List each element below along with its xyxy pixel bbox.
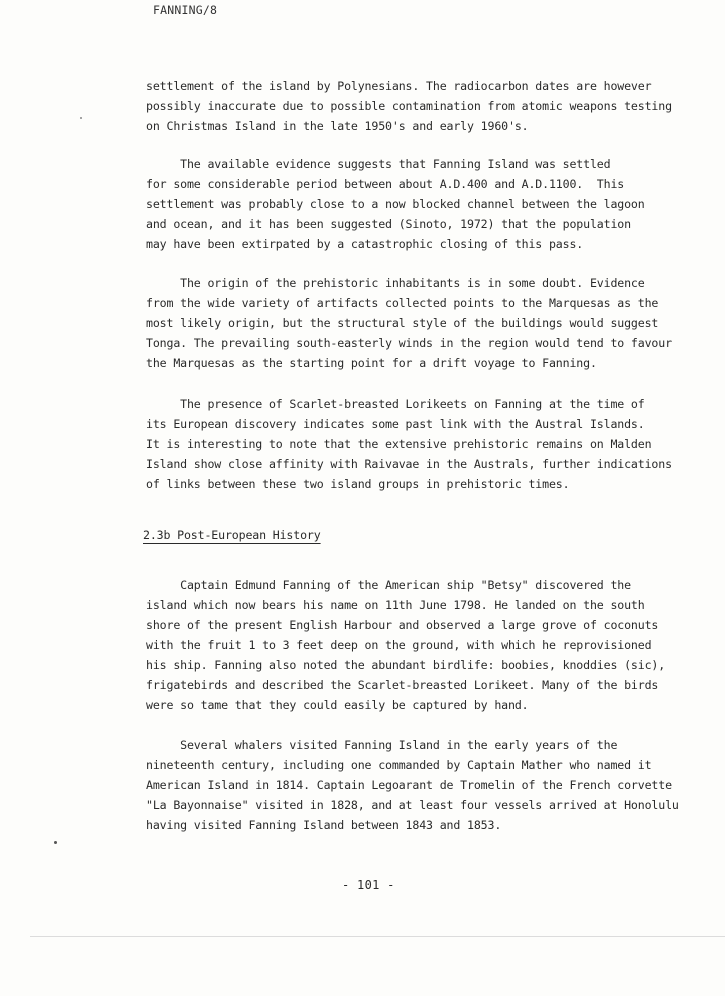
paragraph-5 xyxy=(146,575,676,715)
paragraph-line: frigatebirds and described the Scarlet-breasted Lorikeet. Many of the birds xyxy=(146,678,659,692)
scan-speck xyxy=(54,841,57,844)
paragraph-line: nineteenth century, including one commanded by Captain Mather who named it xyxy=(146,758,652,772)
paragraph-line: its European discovery indicates some past link with the Austral Islands. xyxy=(146,417,645,431)
paragraph-line: Island show close affinity with Raivavae in the Australs, further indications xyxy=(146,457,672,471)
paragraph-line: most likely origin, but the structural style of the buildings would suggest xyxy=(146,316,659,330)
paragraph-line: of links between these two island groups in prehistoric times. xyxy=(146,477,570,491)
paragraph-line: were so tame that they could easily be captured by hand. xyxy=(146,698,529,712)
paragraph-line: The origin of the prehistoric inhabitants is in some doubt. Evidence xyxy=(146,276,645,290)
paragraph-1 xyxy=(146,76,676,136)
paragraph-line: shore of the present English Harbour and observed a large grove of coconuts xyxy=(146,618,659,632)
paragraph-line: having visited Fanning Island between 1843 and 1853. xyxy=(146,818,502,832)
paragraph-line: settlement was probably close to a now blocked channel between the lagoon xyxy=(146,197,645,211)
paragraph-line: "La Bayonnaise" visited in 1828, and at least four vessels arrived at Honolulu xyxy=(146,798,679,812)
paragraph-4 xyxy=(146,394,676,494)
paragraph-line: with the fruit 1 to 3 feet deep on the ground, with which he reprovisioned xyxy=(146,638,652,652)
paragraph-line: possibly inaccurate due to possible contamination from atomic weapons testing xyxy=(146,99,672,113)
paragraph-line: settlement of the island by Polynesians. The radiocarbon dates are however xyxy=(146,79,652,93)
paragraph-3 xyxy=(146,273,676,373)
paragraph-line: for some considerable period between about A.D.400 and A.D.1100. This xyxy=(146,177,625,191)
paragraph-line: and ocean, and it has been suggested (Sinoto, 1972) that the population xyxy=(146,217,631,231)
paragraph-line: his ship. Fanning also noted the abundant birdlife: boobies, knoddies (sic), xyxy=(146,658,666,672)
paragraph-line: Several whalers visited Fanning Island in the early years of the xyxy=(146,738,618,752)
scan-speck xyxy=(80,117,82,119)
paragraph-line: the Marquesas as the starting point for a drift voyage to Fanning. xyxy=(146,356,597,370)
paragraph-line: on Christmas Island in the late 1950's and early 1960's. xyxy=(146,119,529,133)
paragraph-line: The presence of Scarlet-breasted Lorikeets on Fanning at the time of xyxy=(146,397,645,411)
paragraph-line: may have been extirpated by a catastrophic closing of this pass. xyxy=(146,237,584,251)
section-heading: 2.3b Post-European History xyxy=(143,528,321,542)
paragraph-6 xyxy=(146,735,679,835)
paragraph-line: island which now bears his name on 11th June 1798. He landed on the south xyxy=(146,598,645,612)
page-edge-line xyxy=(30,936,725,937)
paragraph-line: Captain Edmund Fanning of the American ship "Betsy" discovered the xyxy=(146,578,631,592)
paragraph-line: from the wide variety of artifacts collected points to the Marquesas as the xyxy=(146,296,659,310)
paragraph-line: It is interesting to note that the extensive prehistoric remains on Malden xyxy=(146,437,652,451)
paragraph-line: American Island in 1814. Captain Legoarant de Tromelin of the French corvette xyxy=(146,778,672,792)
paragraph-line: Tonga. The prevailing south-easterly winds in the region would tend to favour xyxy=(146,336,672,350)
document-reference: FANNING/8 xyxy=(153,3,218,17)
paragraph-line: The available evidence suggests that Fanning Island was settled xyxy=(146,157,611,171)
page-number: - 101 - xyxy=(342,878,395,892)
paragraph-2 xyxy=(146,154,676,254)
